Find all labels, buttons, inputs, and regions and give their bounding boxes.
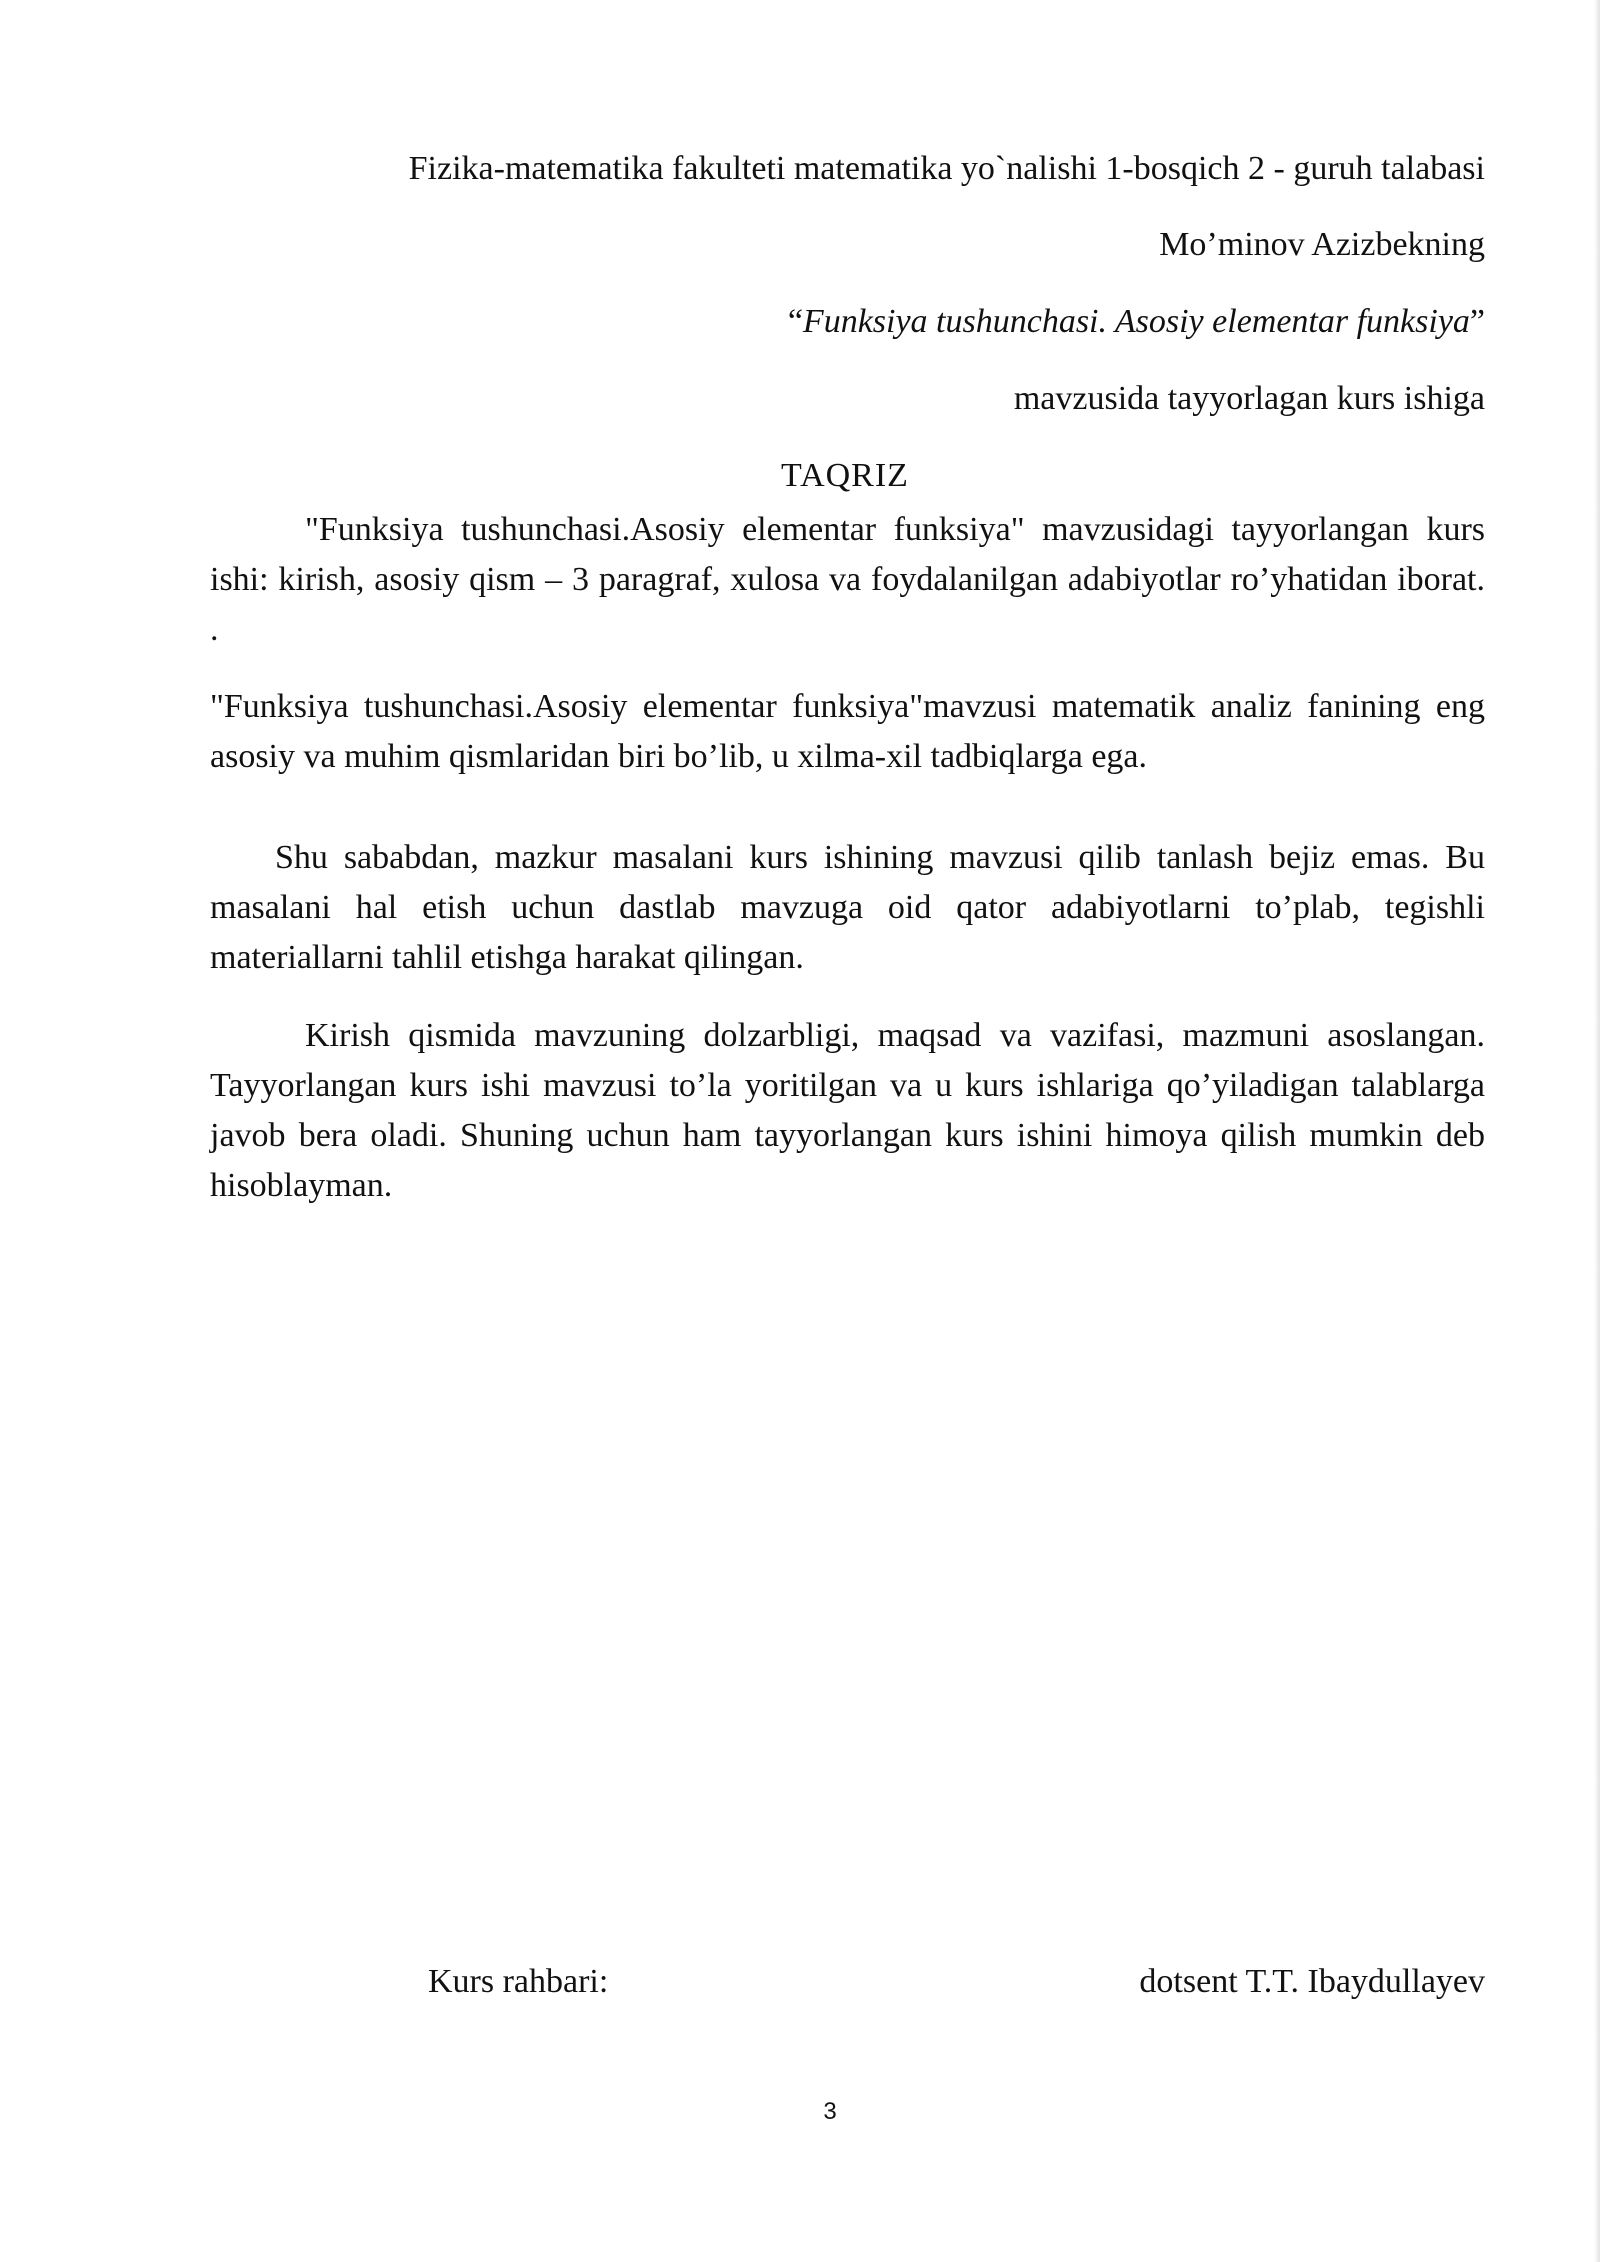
topic-title-text: Funksiya tushunchasi. Asosiy elementar funksiya <box>802 303 1470 340</box>
supervisor-name: dotsent T.T. Ibaydullayev <box>1139 1963 1485 2000</box>
open-quote: “ <box>787 303 803 340</box>
document-title-text: TAQRIZ <box>781 457 909 494</box>
document-title <box>0 457 1600 495</box>
supervisor-label: Kurs rahbari: <box>428 1963 609 2000</box>
header-faculty-line: Fizika-matematika fakulteti matematika yo`nalishi 1-bosqich 2 - guruh talabasi <box>408 150 1485 187</box>
page-number: 3 <box>823 2098 837 2125</box>
page-edge-shadow <box>1594 0 1600 2262</box>
header-topic-suffix: mavzusida tayyorlagan kurs ishiga <box>1013 380 1485 417</box>
paragraph-2: "Funksiya tushunchasi.Asosiy elementar funksiya"mavzusi matematik analiz fanining eng asosiy va muhim qismlaridan biri bo’lib, u xilma-xil tadbiqlarga ega. <box>210 688 1485 775</box>
header-topic-title <box>788 303 1485 341</box>
header-student-name: Mo’minov Azizbekning <box>1159 226 1485 263</box>
close-quote: ” <box>1469 303 1485 340</box>
paragraph-3: Shu sababdan, mazkur masalani kurs ishining mavzusi qilib tanlash bejiz emas. Bu masalani hal etish uchun dastlab mavzuga oid qator adabiyotlarni to’plab, tegishli materiallarni tahlil etishga harakat qilingan. <box>210 839 1485 976</box>
paragraph-1: "Funksiya tushunchasi.Asosiy elementar funksiya" mavzusidagi tayyorlangan kurs ishi: kirish, asosiy qism – 3 paragraf, xulosa va foydalanilgan adabiyotlar ro’yhatidan iborat. . <box>210 511 1485 648</box>
paragraph-4: Kirish qismida mavzuning dolzarbligi, maqsad va vazifasi, mazmuni asoslangan. Tayyorlangan kurs ishi mavzusi to’la yoritilgan va u kurs ishlariga qo’yiladigan talablarga javob bera oladi. Shuning uchun ham tayyorlangan kurs ishini himoya qilish mumkin deb hisoblayman. <box>210 1017 1485 1204</box>
